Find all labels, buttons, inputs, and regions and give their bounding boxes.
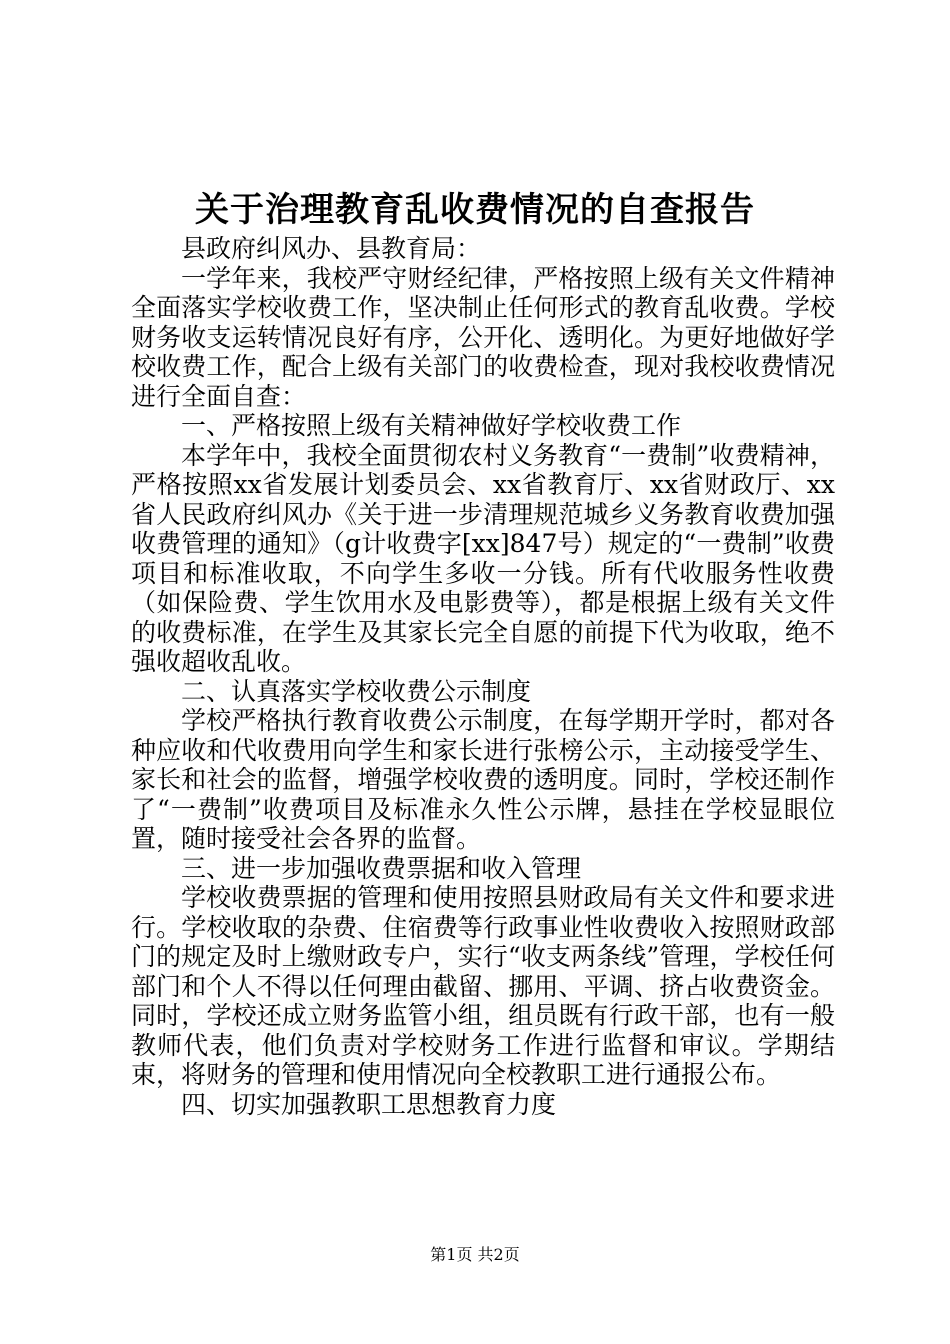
body-paragraph-2: 学校严格执行教育收费公示制度，在每学期开学时，都对各种应收和代收费用向学生和家长进行张榜公示，主动接受学生、家长和社会的监督，增强学校收费的透明度。同时，学校还制作了“一费制”收费项目及标准永久性公示牌，悬挂在学校显眼位置，随时接受社会各界的监督。 (131, 706, 835, 853)
document-title: 关于治理教育乱收费情况的自查报告 (195, 190, 755, 230)
page-number-footer: 第1页 共2页 (430, 1245, 520, 1264)
body-paragraph-3: 学校收费票据的管理和使用按照县财政局有关文件和要求进行。学校收取的杂费、住宿费等行政事业性收费收入按照财政部门的规定及时上缴财政专户，实行“收支两条线”管理，学校任何部门和个人不得以任何理由截留、挪用、平调、挤占收费资金。同时，学校还成立财务监管小组，组员既有行政干部，也有一般教师代表，他们负责对学校财务工作进行监督和审议。学期结束，将财务的管理和使用情况向全校教职工进行通报公布。 (131, 883, 835, 1089)
body-paragraph-1: 本学年中，我校全面贯彻农村义务教育“一费制”收费精神，严格按照xx省发展计划委员会、xx省教育厅、xx省财政厅、xx省人民政府纠风办《关于进一步清理规范城乡义务教育收费加强收费管理的通知》（g计收费字[xx]847号）规定的“一费制”收费项目和标准收取，不向学生多收一分钱。所有代收服务性收费（如保险费、学生饮用水及电影费等），都是根据上级有关文件的收费标准，在学生及其家长完全自愿的前提下代为收取，绝不强收超收乱收。 (131, 440, 835, 676)
body-paragraph-intro: 一学年来，我校严守财经纪律，严格按照上级有关文件精神全面落实学校收费工作，坚决制止任何形式的教育乱收费。学校财务收支运转情况良好有序，公开化、透明化。为更好地做好学校收费工作，配合上级有关部门的收费检查，现对我校收费情况进行全面自查： (131, 263, 835, 411)
section-heading-3: 三、进一步加强收费票据和收入管理 (181, 853, 582, 883)
section-heading-2: 二、认真落实学校收费公示制度 (181, 676, 532, 706)
section-heading-1: 一、严格按照上级有关精神做好学校收费工作 (181, 411, 682, 440)
section-heading-4: 四、切实加强教职工思想教育力度 (181, 1089, 557, 1119)
document-body (131, 234, 835, 1119)
salutation: 县政府纠风办、县教育局： (181, 234, 482, 263)
